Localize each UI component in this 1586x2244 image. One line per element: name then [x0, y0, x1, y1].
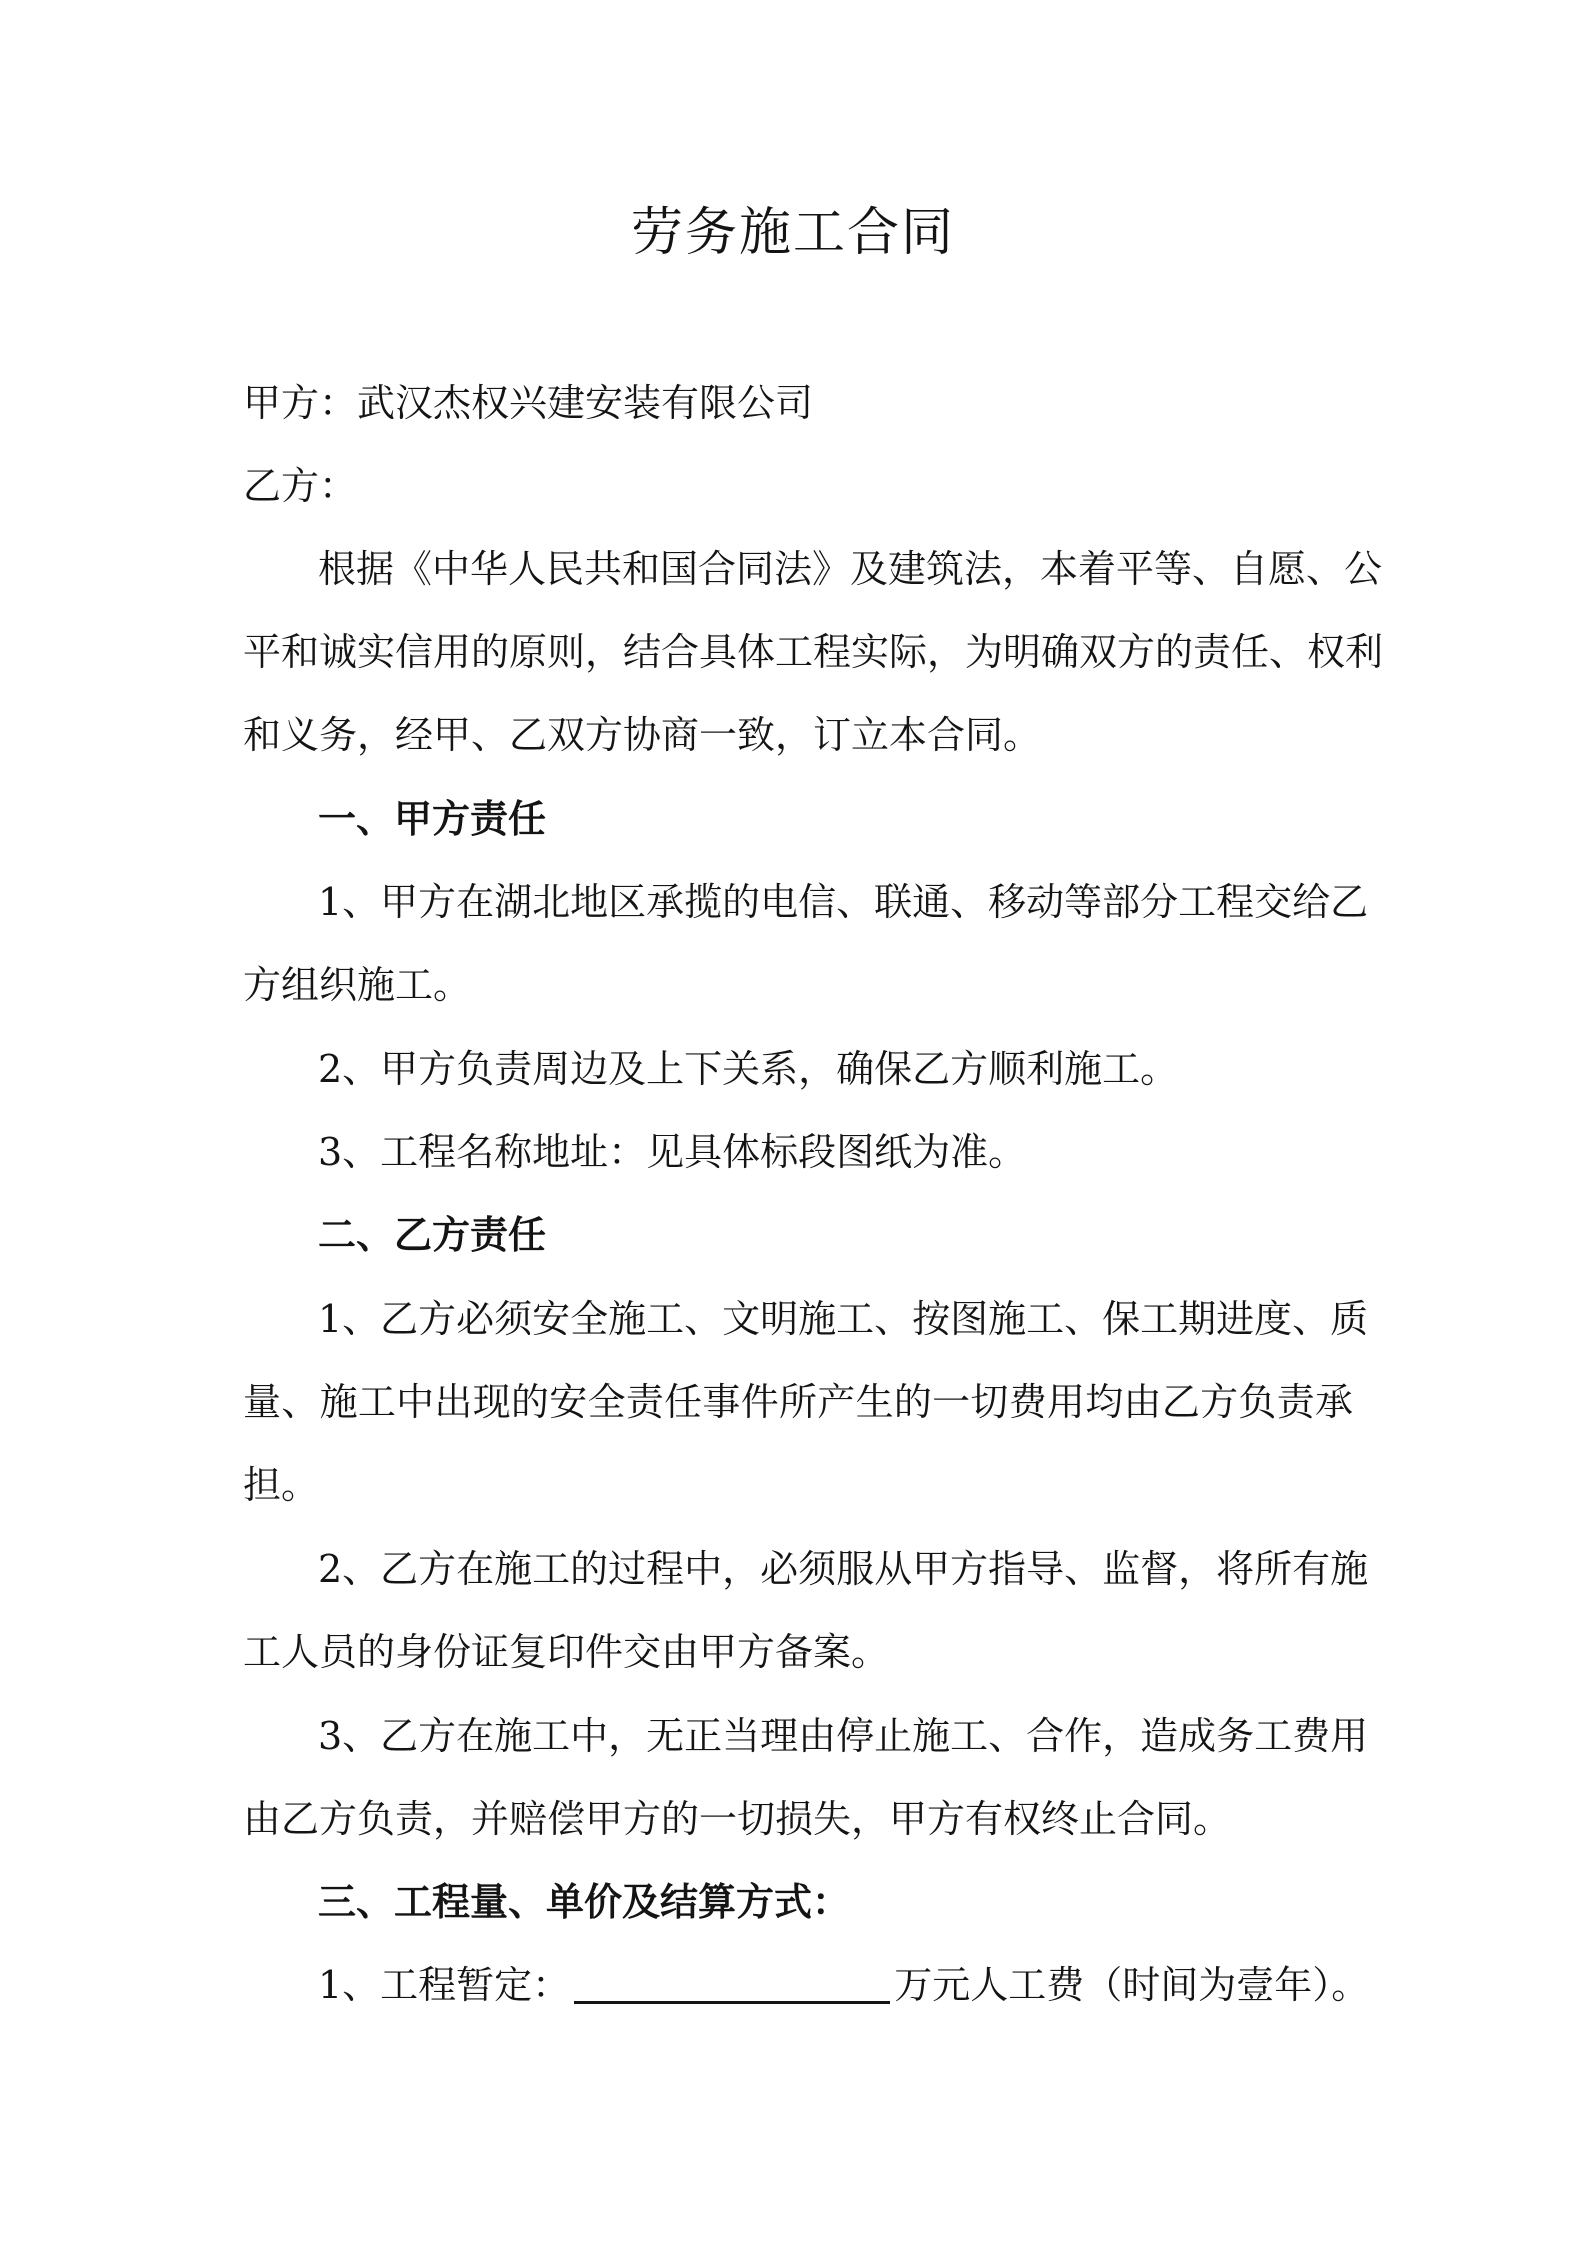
section-3-item-1-suffix: 万元人工费（时间为壹年）。 [894, 1963, 1370, 2007]
section-1-item-3: 3、工程名称地址：见具体标段图纸为准。 [318, 1130, 1027, 1174]
section-1-item-1-line-1: 1、甲方在湖北地区承揽的电信、联通、移动等部分工程交给乙 [318, 880, 1369, 924]
section-2-item-2-line-2: 工人员的身份证复印件交由甲方备案。 [243, 1630, 890, 1674]
party-b-label: 乙方： [243, 464, 358, 508]
party-a-name: 武汉杰权兴建安装有限公司 [357, 381, 814, 425]
section-2-item-1-line-2: 量、施工中出现的安全责任事件所产生的一切费用均由乙方负责承 [243, 1380, 1353, 1424]
party-b-line [243, 456, 1353, 516]
preamble-line-2: 平和诚实信用的原则，结合具体工程实际，为明确双方的责任、权利 [243, 630, 1384, 674]
section-1-item-2: 2、甲方负责周边及上下关系，确保乙方顺利施工。 [318, 1047, 1179, 1091]
section-2-heading: 二、乙方责任 [318, 1212, 547, 1257]
section-2-item-2-line-1: 2、乙方在施工的过程中，必须服从甲方指导、监督，将所有施 [318, 1547, 1369, 1591]
section-2-item-1-line-3: 担。 [243, 1463, 320, 1507]
preamble-line-1: 根据《中华人民共和国合同法》及建筑法，本着平等、自愿、公 [318, 547, 1383, 591]
party-a-line [243, 373, 1353, 433]
section-2-item-3-line-2: 由乙方负责，并赔偿甲方的一切损失，甲方有权终止合同。 [243, 1797, 1232, 1841]
section-1-heading: 一、甲方责任 [318, 796, 547, 841]
section-2-item-3-line-1: 3、乙方在施工中，无正当理由停止施工、合作，造成务工费用 [318, 1714, 1369, 1758]
section-3-item-1 [318, 1955, 1370, 2015]
section-3-item-1-prefix: 1、工程暂定： [318, 1963, 571, 2007]
amount-blank-field[interactable] [574, 1961, 890, 2004]
party-a-label: 甲方： [243, 381, 358, 425]
section-3-heading: 三、工程量、单价及结算方式： [318, 1879, 851, 1924]
section-2-item-1-line-1: 1、乙方必须安全施工、文明施工、按图施工、保工期进度、质 [318, 1297, 1369, 1341]
document-title: 劳务施工合同 [630, 203, 955, 263]
preamble-line-3: 和义务，经甲、乙双方协商一致，订立本合同。 [243, 713, 1042, 757]
section-1-item-1-line-2: 方组织施工。 [243, 963, 472, 1007]
